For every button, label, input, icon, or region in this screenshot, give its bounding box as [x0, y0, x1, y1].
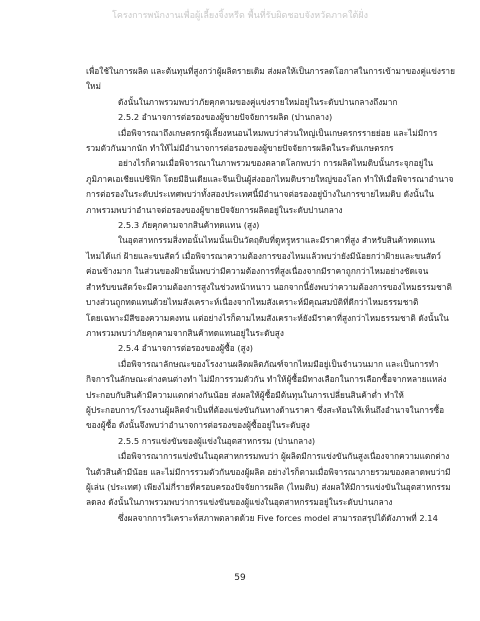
text-line: การต่อรองในระดับประเทศพบว่าทั้งสองประเทศนี้มีอำนาจต่อรองอยู่บ้างในการขายไหมดิบ ดังนั้นใน: [86, 189, 435, 200]
text-line: ผู้เล่น (ประเทศ) เพียงไม่กี่รายที่ครอบครองปัจจัยการผลิต (ไหมดิบ) ส่งผลให้มีการแข่งขันในอุตสาหกรรม: [86, 481, 451, 492]
document-body: [86, 64, 455, 526]
text-line: ประกอบกับสินค้ามีความแตกต่างกันน้อย ส่งผลให้ผู้ซื้อมีต้นทุนในการเปลี่ยนสินค้าต่ำ ทำให้: [86, 389, 404, 400]
text-line: เมื่อพิจารณาการแข่งขันในอุตสาหกรรมพบว่า ผู้ผลิตมีการแข่งขันกันสูงเนื่องจากความแตกต่าง: [118, 451, 450, 462]
page-number: 59: [234, 573, 246, 583]
text-line: ใหม่: [86, 81, 101, 92]
text-line: รวมตัวกันมากนัก ทำให้ไม่มีอำนาจการต่อรองของผู้ขายปัจจัยการผลิตในระดับเกษตรกร: [86, 143, 394, 154]
text-line: ของผู้ซื้อ ดังนั้นจึงพบว่าอำนาจการต่อรองของผู้ซื้ออยู่ในระดับสูง: [86, 420, 310, 431]
text-line: 2.5.2 อำนาจการต่อรองของผู้ขายปัจจัยการผลิต (ปานกลาง): [118, 112, 333, 123]
text-line: ภูมิภาคเอเชียแปซิฟิก โดยมีอินเดียและจีนเป็นผู้ส่งออกไหมดิบรายใหญ่ของโลก ทำให้เมื่อพิจารณาอำนาจ: [86, 173, 454, 184]
text-line: ภาพรวมพบว่าอำนาจต่อรองของผู้ขายปัจจัยการผลิตอยู่ในระดับปานกลาง: [86, 204, 343, 215]
text-line: เมื่อพิจารณาลักษณะของโรงงานผลิตผลิตภัณฑ์จากไหมมีอยู่เป็นจำนวนมาก และเป็นการทำ: [118, 358, 439, 369]
text-line: ดังนั้นในภาพรวมพบว่าภัยคุกคามของคู่แข่งรายใหม่อยู่ในระดับปานกลางถึงมาก: [118, 96, 398, 107]
text-line: เมื่อพิจารณาถึงเกษตรกรผู้เลี้ยงหนอนไหมพบว่าส่วนใหญ่เป็นเกษตรกรรายย่อย และไม่มีการ: [118, 127, 438, 138]
text-line: 2.5.4 อำนาจการต่อรองของผู้ซื้อ (สูง): [118, 343, 253, 354]
text-line: บางส่วนถูกทดแทนด้วยไหมสังเคราะห์เนื่องจากไหมสังเคราะห์มีคุณสมบัติที่ดีกว่าไหมธรรมชาติ: [86, 297, 419, 308]
text-line: ซึ่งผลจากการวิเคราะห์สภาพตลาดด้วย Five forces model สามารถสรุปได้ดังภาพที่ 2.14: [118, 512, 438, 523]
text-line: เพื่อใช้ในการผลิต และต้นทุนที่สูงกว่าผู้ผลิตรายเดิม ส่งผลให้เป็นการลดโอกาสในการเข้ามาของคู่แข่งราย: [86, 66, 455, 76]
text-line: โดยเฉพาะมีสีของความคงทน แต่อย่างไรก็ตามไหมสังเคราะห์ยังมีราคาที่สูงกว่าไหมธรรมชาติ ดังนั้นใน: [86, 312, 449, 323]
text-line: อย่างไรก็ตามเมื่อพิจารณาในภาพรวมของตลาดโลกพบว่า การผลิตไหมดิบนั้นกระจุกอยู่ใน: [118, 158, 434, 169]
text-line: 2.5.5 การแข่งขันของผู้แข่งในอุตสาหกรรม (ปานกลาง): [118, 435, 316, 446]
text-line: ค่อนข้างมาก ในส่วนของฝ้ายนั้นพบว่ามีความต้องการที่สูงเนื่องจากมีราคาถูกกว่าไหมอย่างชัดเจน: [86, 266, 429, 277]
text-line: ในตัวสินค้ามีน้อย และไม่มีการรวมตัวกันของผู้ผลิต อย่างไรก็ตามเมื่อพิจารณาภายรวมของตลาดพบว่ามี: [86, 466, 451, 477]
running-header: โครงการพนักงานเพื่อผู้เลี้ยงจิ้งหรีด พื้นที่รับผิดชอบจังหวัดภาคใต้ฝั่ง: [112, 11, 368, 21]
text-line: ลดลง ดังนั้นในภาพรวมพบว่าการแข่งขันของผู้แข่งในอุตสาหกรรมอยู่ในระดับปานกลาง: [86, 497, 393, 508]
text-line: ผู้ประกอบการ/โรงงานผู้ผลิตจำเป็นที่ต้องแข่งขันกันทางด้านราคา ซึ่งสะท้อนให้เห็นถึงอำนาจในการซื้อ: [86, 404, 445, 415]
text-line: ไหมได้แก่ ฝ้ายและขนสัตว์ เมื่อพิจารณาความต้องการของไหมแล้วพบว่ายังมีน้อยกว่าฝ้ายและขนสัตว์: [86, 250, 441, 261]
text-line: ภาพรวมพบว่าภัยคุกคามจากสินค้าทดแทนอยู่ในระดับสูง: [86, 327, 284, 338]
text-line: สำหรับขนสัตว์จะมีความต้องการสูงในช่วงหน้าหนาว นอกจากนี้ยังพบว่าความต้องการของไหมธรรมชาติ: [86, 281, 452, 292]
text-line: กิจการในลักษณะต่างคนต่างทำ ไม่มีการรวมตัวกัน ทำให้ผู้ซื้อมีทางเลือกในการเลือกซื้อจากหลายแหล่ง: [86, 374, 447, 385]
text-line: ในอุตสาหกรรมสิ่งทอนั้นไหมนั้นเป็นวัตถุดิบที่ดูหรูหราและมีราคาที่สูง สำหรับสินค้าทดแทน: [118, 235, 436, 246]
text-line: 2.5.3 ภัยคุกคามจากสินค้าทดแทน (สูง): [118, 220, 260, 231]
